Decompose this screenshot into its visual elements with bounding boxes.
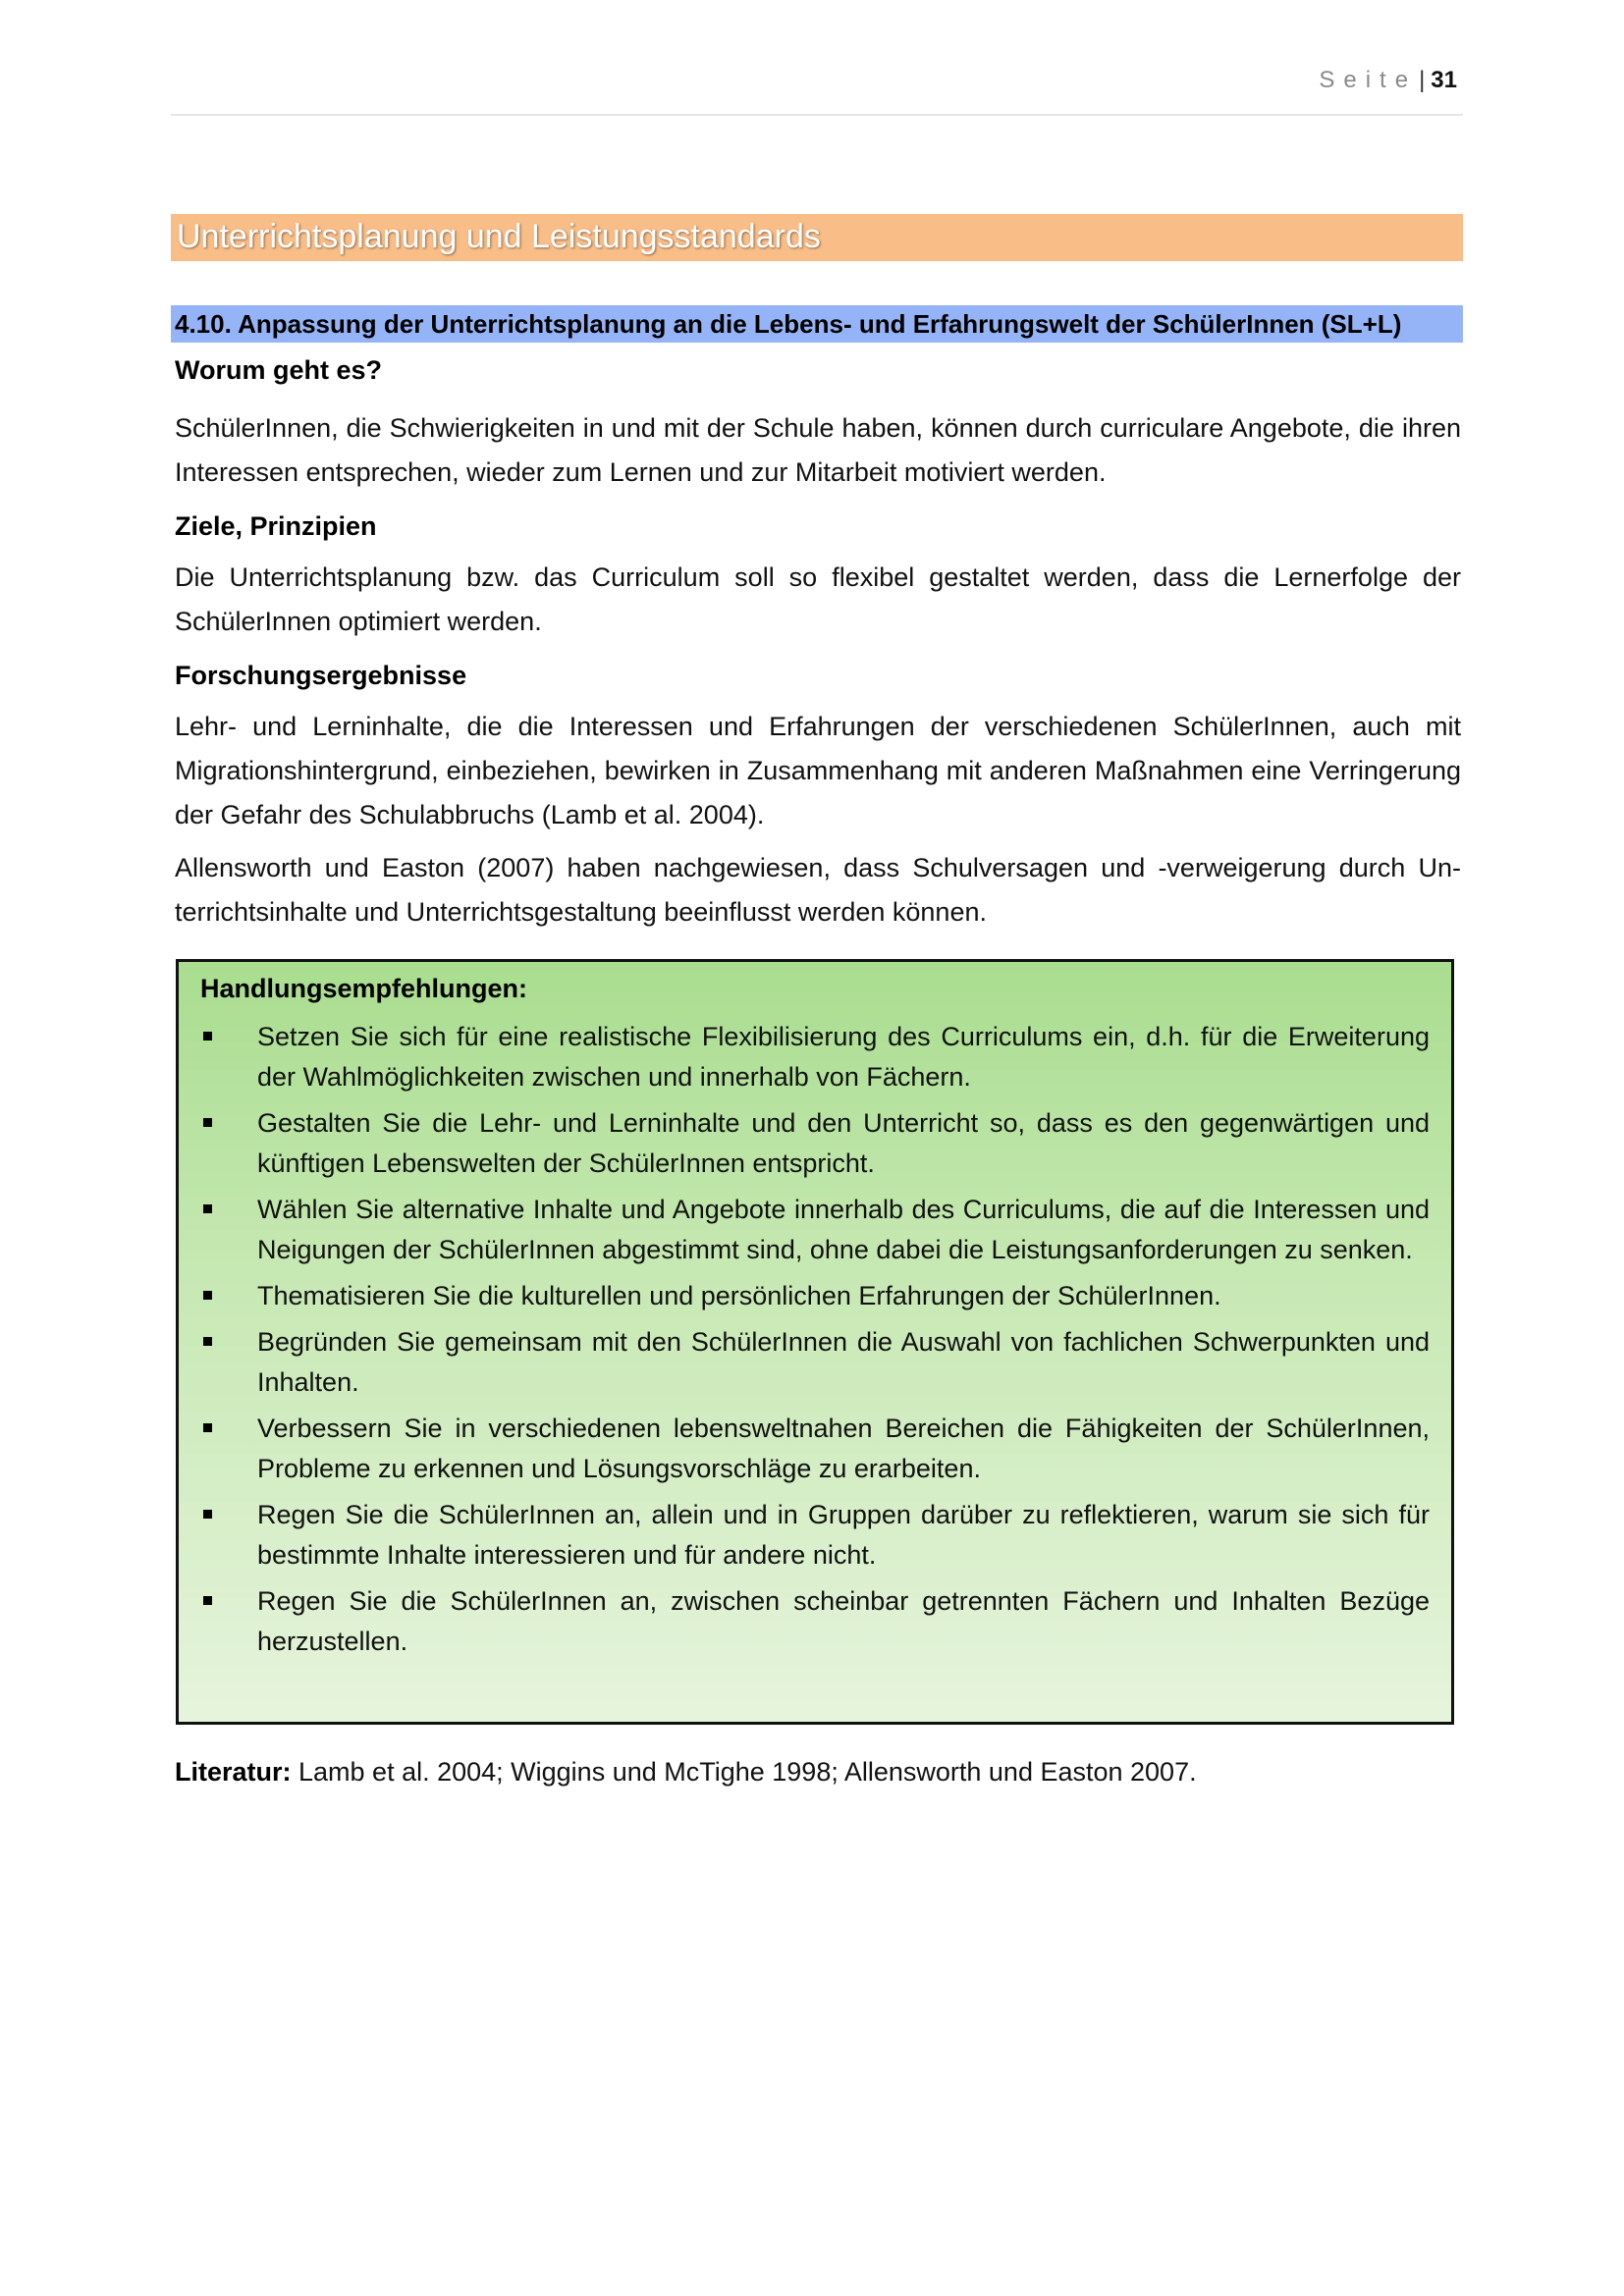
list-item xyxy=(200,1322,1430,1403)
ziele-block xyxy=(175,509,1461,543)
list-item-text: Regen Sie die SchülerInnen an, zwischen scheinbar getrennten Fächern und Inhalten Bezüge herzustellen. xyxy=(257,1586,1430,1656)
page-header xyxy=(171,61,1463,116)
page-separator: | xyxy=(1419,67,1426,93)
list-item xyxy=(200,1495,1430,1575)
ziele-paragraph: Die Unterrichtsplanung bzw. das Curriculum soll so flexibel gestaltet werden, dass die Lernerfolge der SchülerInnen optimiert werden. xyxy=(175,562,1461,636)
worum-paragraph-wrap xyxy=(175,406,1461,495)
list-item-text: Verbessern Sie in verschiedenen lebensweltnahen Bereichen die Fähigkeiten der SchülerInnen, Probleme zu erkennen und Lösungsvorschläge zu erarbeiten. xyxy=(257,1414,1430,1483)
forschung-paragraph-1-wrap xyxy=(175,705,1461,837)
bullet-square-icon xyxy=(203,1596,212,1605)
list-item-text: Gestalten Sie die Lehr- und Lerninhalte und den Unterricht so, dass es den gegenwärtigen und künftigen Lebenswelten der SchülerInnen entspricht. xyxy=(257,1108,1430,1178)
worum-paragraph: SchülerInnen, die Schwierigkeiten in und mit der Schule haben, können durch curriculare Angebote, die ihren Interessen entsprechen, wieder zum Lernen und zur Mitarbeit motiviert werden. xyxy=(175,413,1461,487)
chapter-title-bar xyxy=(171,214,1463,261)
worum-heading: Worum geht es? xyxy=(175,355,383,385)
forschung-heading: Forschungsergebnisse xyxy=(175,661,467,690)
page-label: Seite xyxy=(1319,67,1418,93)
list-item-text: Wählen Sie alternative Inhalte und Angebote innerhalb des Curriculums, die auf die Interessen und Neigungen der SchülerInnen abgestimmt sind, ohne dabei die Leistungsanforderungen zu senken. xyxy=(257,1195,1430,1264)
literature-line xyxy=(175,1757,1197,1788)
list-item xyxy=(200,1190,1430,1270)
literature-label: Literatur: xyxy=(175,1757,292,1787)
list-item xyxy=(200,1276,1430,1316)
bullet-square-icon xyxy=(203,1337,212,1346)
list-item xyxy=(200,1581,1430,1662)
forschung-paragraph-2-wrap xyxy=(175,846,1461,934)
list-item-text: Thematisieren Sie die kulturellen und persönlichen Erfahrungen der SchülerInnen. xyxy=(257,1281,1221,1310)
page-number-value: 31 xyxy=(1431,67,1457,93)
bullet-square-icon xyxy=(203,1204,212,1213)
recommendations-title: Handlungsempfehlungen: xyxy=(200,974,527,1003)
forschung-block xyxy=(175,659,1461,692)
forschung-paragraph-2: Allensworth und Easton (2007) haben nachgewiesen, dass Schulversagen und -verweigerung durch Unterrichtsinhalte und Unterrichtsgestaltung beeinflusst werden können. xyxy=(175,853,1461,927)
bullet-square-icon xyxy=(203,1423,212,1432)
page-number xyxy=(1319,67,1457,94)
recommendations-list xyxy=(200,1017,1430,1668)
ziele-heading: Ziele, Prinzipien xyxy=(175,511,377,541)
forschung-paragraph-1: Lehr- und Lerninhalte, die die Interessen und Erfahrungen der verschiedenen SchülerInnen, auch mit Migrationshintergrund, einbeziehen, bewirken in Zusammenhang mit anderen Maßnahmen eine Verringerung der Gefahr des Schulabbruchs (Lamb et al. 2004). xyxy=(175,712,1461,829)
list-item-text: Regen Sie die SchülerInnen an, allein und in Gruppen darüber zu reflektieren, warum sie sich für bestimmte Inhalte interessieren und für andere nicht. xyxy=(257,1500,1430,1570)
literature-text: Lamb et al. 2004; Wiggins und McTighe 1998; Allensworth und Easton 2007. xyxy=(291,1757,1197,1787)
section-title-bar xyxy=(171,305,1463,343)
bullet-square-icon xyxy=(203,1032,212,1041)
list-item xyxy=(200,1017,1430,1097)
bullet-square-icon xyxy=(203,1291,212,1300)
list-item xyxy=(200,1103,1430,1184)
recommendations-box xyxy=(176,959,1454,1725)
list-item-text: Setzen Sie sich für eine realistische Flexibilisierung des Curriculums ein, d.h. für die Erweiterung der Wahlmöglichkeiten zwischen und innerhalb von Fächern. xyxy=(257,1022,1430,1092)
ziele-paragraph-wrap xyxy=(175,556,1461,644)
list-item-text: Begründen Sie gemeinsam mit den SchülerInnen die Auswahl von fachlichen Schwerpunkten und Inhalten. xyxy=(257,1327,1430,1397)
bullet-square-icon xyxy=(203,1118,212,1127)
list-item xyxy=(200,1409,1430,1489)
section-title: 4.10. Anpassung der Unterrichtsplanung an die Lebens- und Erfahrungswelt der SchülerInnen (SL+L) xyxy=(175,309,1402,339)
chapter-title: Unterrichtsplanung und Leistungsstandards xyxy=(177,218,821,255)
bullet-square-icon xyxy=(203,1510,212,1519)
worum-block xyxy=(175,353,1461,387)
